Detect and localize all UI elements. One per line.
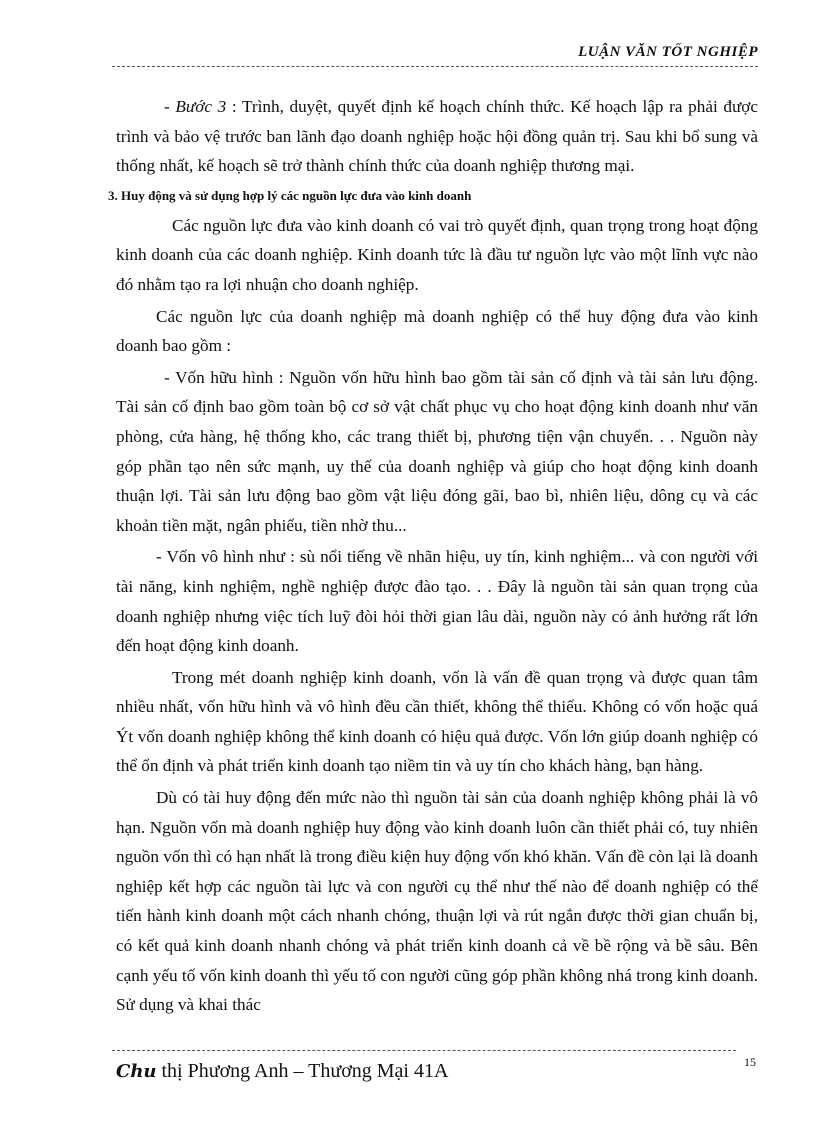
- header-title: LUẬN VĂN TỐT NGHIỆP: [578, 44, 758, 60]
- paragraph-mobilization: Dù có tài huy động đến mức nào thì nguồn tài sản của doanh nghiệp không phải là vô hạn. Nguồn vốn mà doanh nghiệp huy động vào kinh doanh luôn cần thiết phải có, tuy nhiên nguồn vốn thì có hạn nhất là trong điều kiện huy động vốn khó khăn. Vấn đề còn lại là doanh nghiệp kết hợp các nguồn tài lực và con người cụ thể như thế nào để doanh nghiệp có thể tiến hành kinh doanh một cách nhanh chóng, thuận lợi và rút ngắn được thời gian chuẩn bị, có kết quả kinh doanh nhanh chóng và phát triển kinh doanh cả về bề rộng và bề sâu. Bên cạnh yếu tố vốn kinh doanh thì yếu tố con người cũng góp phần không nhá trong kinh doanh. Sử dụng và khai thác: [116, 788, 758, 1015]
- step-label: Bước 3: [175, 97, 227, 116]
- paragraph-resources-intro: Các nguồn lực đưa vào kinh doanh có vai trò quyết định, quan trọng trong hoạt động kinh doanh của các doanh nghiệp. Kinh doanh tức là đầu tư nguồn lực vào một lĩnh vực nào đó nhằm tạo ra lợi nhuận cho doanh nghiệp.: [116, 215, 758, 294]
- step-text: : Trình, duyệt, quyết định kế hoạch chính thức. Kế hoạch lập ra phải được trình và bảo vệ trước ban lãnh đạo doanh nghiệp hoặc hội đồng quản trị. Sau khi bổ sung và thống nhất, kế hoạch sẽ trở thành chính thức của doanh nghiệp thương mại.: [116, 97, 758, 176]
- paragraph-tangible-capital: - Vốn hữu hình : Nguồn vốn hữu hình bao gồm tài sản cố định và tài sản lưu động. Tài sản cố định bao gồm toàn bộ cơ sở vật chất phục vụ cho hoạt động kinh doanh như văn phòng, cửa hàng, hệ thống kho, các trang thiết bị, phương tiện vận chuyển. . . Nguồn này góp phần tạo nên sức mạnh, uy thế của doanh nghiệp và giúp cho hoạt động kinh doanh thuận lợi. Tài sản lưu động bao gồm vật liệu đóng gãi, bao bì, nhiên liệu, dông cụ và các khoản tiền mặt, ngân phiếu, tiền nhờ thu...: [116, 367, 758, 535]
- header-rule: [112, 66, 758, 67]
- step-prefix: -: [164, 97, 176, 116]
- paragraph-capital-importance: Trong mét doanh nghiệp kinh doanh, vốn là vấn đề quan trọng và được quan tâm nhiều nhất, vốn hữu hình và vô hình đều cần thiết, không thể thiếu. Không có vốn hoặc quá Ýt vốn doanh nghiệp không thể kinh doanh có hiệu quả được. Vốn lớn giúp doanh nghiệp có thể ổn định và phát triển kinh doanh tạo niềm tin và uy tín cho khách hàng, bạn hàng.: [116, 667, 758, 776]
- footer-rule: [112, 1050, 736, 1051]
- paragraph-intangible-capital: - Vốn vô hình như : sù nổi tiếng về nhãn hiệu, uy tín, kinh nghiệm... và con người với tài năng, kinh nghiệm, nghề nghiệp được đào tạo. . . Đây là nguồn tài sản quan trọng của doanh nghiệp nhưng việc tích luỹ đòi hỏi thời gian lâu dài, nguồn này có ảnh hưởng rất lớn đến hoạt động kinh doanh.: [116, 547, 758, 656]
- author-name: thị Phương Anh – Thương Mại 41A: [156, 1060, 449, 1082]
- paragraph-resources-list: Các nguồn lực của doanh nghiệp mà doanh nghiệp có thể huy động đưa vào kinh doanh bao gồm :: [116, 306, 758, 356]
- paragraph-step3: [116, 92, 758, 181]
- signature-logo: Chu: [116, 1061, 157, 1082]
- section-heading: 3. Huy động và sử dụng hợp lý các nguồn lực đưa vào kinh doanh: [108, 187, 472, 203]
- footer-author: [116, 1060, 448, 1083]
- page-content: [108, 92, 758, 1022]
- page-number: 15: [744, 1055, 756, 1069]
